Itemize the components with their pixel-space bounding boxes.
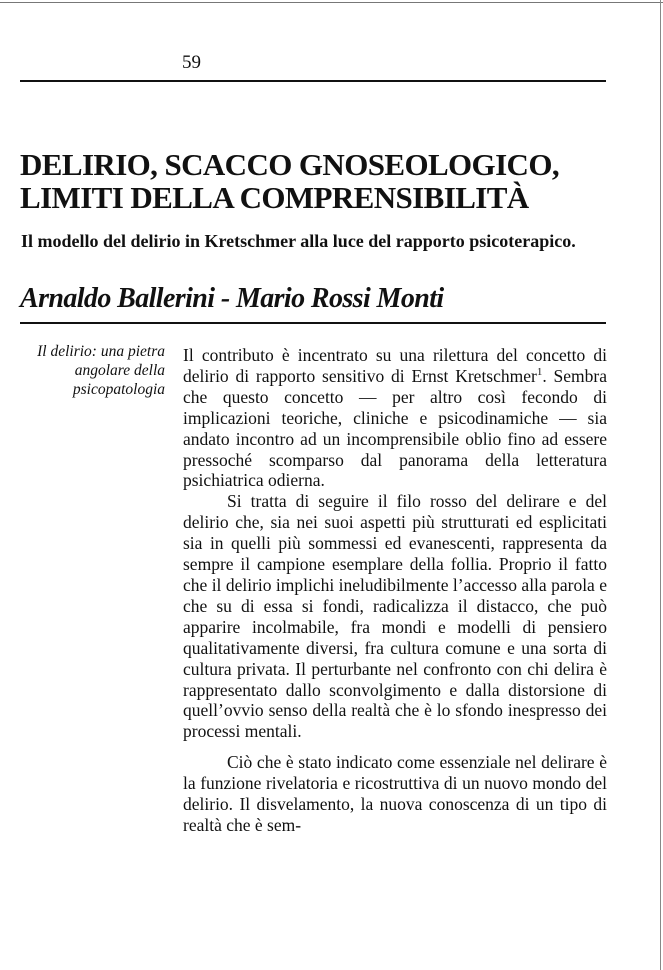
scan-edge-right: [660, 0, 661, 970]
article-title: DELIRIO, SCACCO GNOSEOLOGICO, LIMITI DELLA COMPRENSIBILITÀ: [20, 147, 559, 215]
paragraph-3: Ciò che è stato indicato come essenziale nel delirare è la funzione rivelatoria e ricostruttiva di un nuovo mondo del delirio. Il disvelamento, la nuova conoscenza di un tipo di realtà che è sem-: [183, 752, 607, 835]
paragraph-1-text-cont: . Sembra che questo concetto — per altro così fecondo di implicazioni teoriche, cliniche e psicodinamiche — sia andato incontro ad un incomprensibile oblio fino ad essere pressoché scomparso dal panorama della letteratura psichiatrica odierna.: [183, 365, 608, 491]
article-body: [183, 345, 607, 836]
scan-edge-top: [0, 2, 663, 3]
paragraph-1-text: Il contributo è incentrato su una rilettura del concetto di delirio di rapporto sensitivo di Ernst Kretschmer: [183, 345, 607, 386]
header-rule: [20, 80, 606, 82]
article-authors: Arnaldo Ballerini - Mario Rossi Monti: [20, 283, 444, 314]
footnote-ref[interactable]: 1: [536, 366, 543, 379]
paragraph-1: [183, 345, 607, 491]
margin-note: Il delirio: una pietra angolare della psicopatologia: [37, 343, 165, 398]
article-subtitle: Il modello del delirio in Kretschmer alla luce del rapporto psicoterapico.: [21, 231, 576, 251]
authors-rule: [20, 322, 606, 324]
paragraph-2: Si tratta di seguire il filo rosso del delirare e del delirio che, sia nei suoi aspetti più strutturati ed esplicitati sia in quelli più sommessi ed evanescenti, rappresenta da sempre il campione esemplare della follia. Proprio il fatto che il delirio implichi ineludibilmente l’accesso alla parola e che su di essa si fondi, radicalizza il distacco, che può apparire incolmabile, fra mondi e modelli di pensiero qualitativamente diversi, fra cultura comune e una sorta di cultura privata. Il perturbante nel confronto con chi delira è rappresentato dallo sconvolgimento e dalla distorsione di quell’ovvio senso della realtà che è lo sfondo inespresso dei processi mentali.: [183, 491, 607, 742]
page-number: 59: [182, 52, 201, 73]
